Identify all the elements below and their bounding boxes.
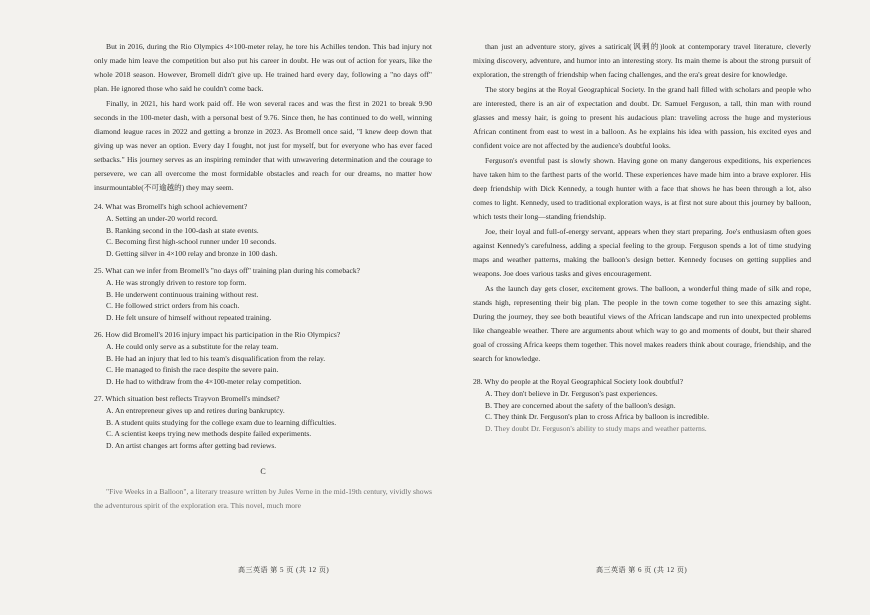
option-b: B. He underwent continuous training without rest. (106, 289, 259, 299)
question-25 (94, 265, 432, 323)
question-28 (473, 376, 811, 434)
question-stem: 26. How did Bromell's 2016 injury impact his participation in the Rio Olympics? (94, 330, 341, 339)
option-a: A. He could only serve as a substitute for the relay team. (106, 342, 279, 351)
question-26 (94, 329, 432, 387)
option-d: D. He felt unsure of himself without repeated training. (106, 312, 272, 322)
passage-paragraph: than just an adventure story, gives a satirical(讽刺的)look at contemporary travel literature, cleverly mixing discovery, adventure, and humor into an interesting story. Its main theme is about the strong pursuit of exploration, the strength of friendship when facing challenges, and the era's great desire for knowledge. (473, 42, 811, 79)
option-a: A. An entrepreneur gives up and retires during bankruptcy. (106, 406, 285, 415)
option-b: B. A student quits studying for the college exam due to learning difficulties. (106, 417, 337, 427)
question-stem: 24. What was Bromell's high school achievement? (94, 202, 248, 211)
option-b: B. They are concerned about the safety of the balloon's design. (485, 400, 676, 410)
question-27 (94, 393, 432, 451)
option-c: C. A scientist keeps trying new methods despite failed experiments. (106, 429, 312, 438)
passage-paragraph: Finally, in 2021, his hard work paid off. He won several races and was the first in 2021 to break 9.90 seconds in the 100-meter dash, with a personal best of 9.76. Since then, he has continued to do well, winning diamond league races in 2022 and getting a bronze in 2023. As Bromell once said, "I knew deep down that giving up was never an option. Every day I fought, not just for myself, but for everyone who has ever faced setbacks." His journey serves as an inspiring reminder that with unwavering determination and the courage to persevere, we can all overcome the most formidable obstacles and reach for our dreams, no matter how insurmountable(不可逾越的) they may seem. (94, 99, 432, 192)
passage-paragraph: Joe, their loyal and full-of-energy servant, appears when they start preparing. Joe's enthusiasm often goes against Kennedy's carefulness, adding a special feeling to the group. Ferguson spends a lot of time studying maps and weather patterns, making the balloon's design better. Kennedy focuses on getting supplies and weapons. Joe does various tasks and gives encouragement. (473, 227, 811, 278)
passage-paragraph: But in 2016, during the Rio Olympics 4×100-meter relay, he tore his Achilles tendon. This bad injury not only made him leave the competition but also put his career in doubt. He was out of action for years, like the whole 2018 season. However, Bromell didn't give up. He trained hard every day, following a "no days off" plan. He ignored those who said he couldn't come back. (94, 42, 432, 93)
question-stem: 28. Why do people at the Royal Geographical Society look doubtful? (473, 377, 684, 386)
passage-paragraph: As the launch day gets closer, excitement grows. The balloon, a wonderful thing made of silk and rope, stands high, representing their big plan. The people in the town come together to see this amazing sight. During the journey, they see both beautiful views of the African landscape and run into unexpected problems like changeable weather. There are arguments about which way to go and moments of doubt, but their shared goal of crossing Africa keeps them together. This novel makes readers think about courage, friendship, and the search for knowledge. (473, 284, 811, 363)
option-d: D. He had to withdraw from the 4×100-meter relay competition. (106, 376, 302, 386)
passage-intro: "Five Weeks in a Balloon", a literary treasure written by Jules Verne in the mid-19th century, vividly shows the adventurous spirit of the exploration era. This novel, much more (94, 487, 433, 510)
question-24 (94, 201, 432, 259)
question-stem: 27. Which situation best reflects Trayvon Bromell's mindset? (94, 394, 280, 403)
option-c: C. He managed to finish the race despite the severe pain. (106, 365, 279, 374)
page-footer-left: 高三英语 第 5 页 (共 12 页) (238, 566, 330, 574)
option-d: D. An artist changes art forms after getting bad reviews. (106, 440, 277, 450)
option-c: C. They think Dr. Ferguson's plan to cross Africa by balloon is incredible. (485, 412, 710, 421)
option-b: B. He had an injury that led to his team's disqualification from the relay. (106, 353, 326, 363)
option-c: C. He followed strict orders from his coach. (106, 301, 240, 310)
left-column (94, 40, 432, 514)
option-a: A. Setting an under-20 world record. (106, 214, 218, 223)
question-stem: 25. What can we infer from Bromell's "no days off" training plan during his comeback? (94, 266, 361, 275)
option-a: A. He was strongly driven to restore top form. (106, 278, 247, 287)
option-b: B. Ranking second in the 100-dash at state events. (106, 225, 259, 235)
option-c: C. Becoming first high-school runner under 10 seconds. (106, 237, 277, 246)
option-a: A. They don't believe in Dr. Ferguson's past experiences. (485, 389, 658, 398)
right-column (473, 40, 811, 434)
page-footer-right: 高三英语 第 6 页 (共 12 页) (596, 566, 688, 574)
passage-paragraph: Ferguson's eventful past is slowly shown. Having gone on many dangerous expeditions, his experiences have taken him to the farthest parts of the world. These experiences have made him into a brave explorer. His deep friendship with Dick Kennedy, a tough hunter with a face that shows he has been through a lot, also comes to light. Kennedy, used to traditional exploration ways, is at first not sure about this journey by balloon, which tests their long—standing friendship. (473, 156, 811, 221)
option-d: D. Getting silver in 4×100 relay and bronze in 100 dash. (106, 248, 278, 258)
passage-paragraph: The story begins at the Royal Geographical Society. In the grand hall filled with scholars and people who are interested, there is an air of expectation and doubt. Dr. Samuel Ferguson, a tall, thin man with round glasses and messy hair, is going to present his audacious plan: traveling across the huge and mysterious African continent from east to west in a balloon. As he explains his idea with passion, his excited eyes and confident voice are not affected by the audience's doubtful looks. (473, 85, 811, 150)
option-d: D. They doubt Dr. Ferguson's ability to study maps and weather patterns. (485, 423, 707, 433)
section-heading: C (260, 467, 266, 476)
